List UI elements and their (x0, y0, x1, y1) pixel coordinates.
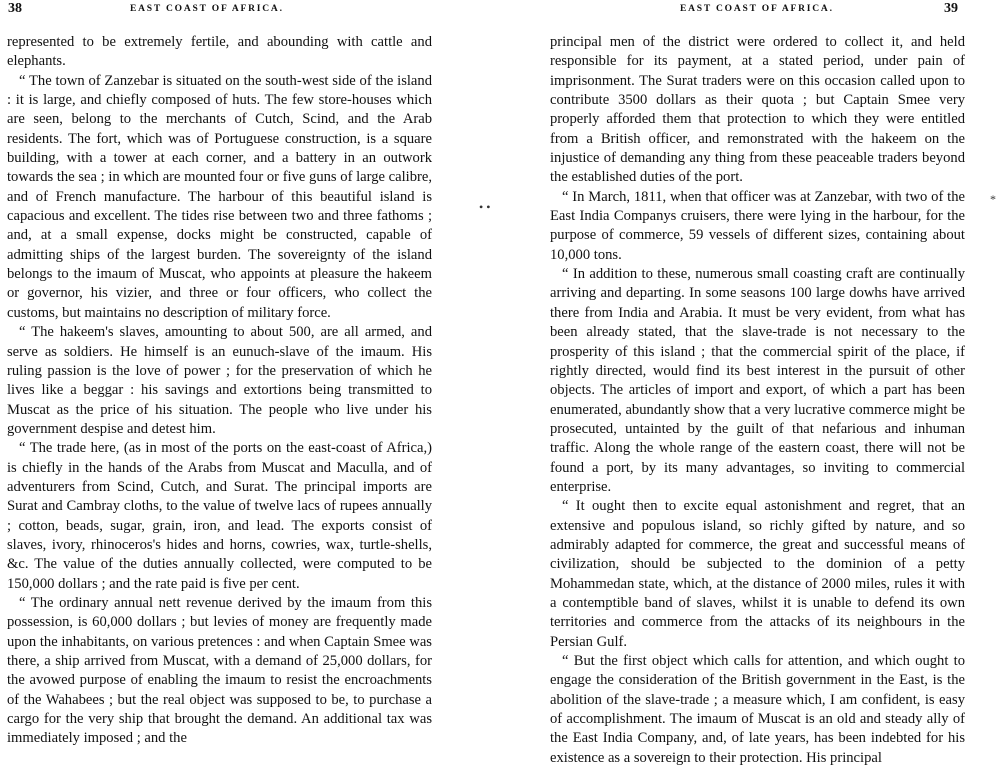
margin-mark-icon: * (990, 192, 996, 206)
paragraph: “ In March, 1811, when that officer was at Zanzebar, with two of the East India Companys cruisers, there were lying in the harbour, for the purpose of commerce, 59 vessels of different sizes, containing about 10,000 tons. (550, 188, 965, 263)
gutter-dot-icon: • • (479, 200, 491, 214)
running-head: EAST COAST OF AFRICA. (130, 4, 284, 14)
paragraph: “ But the first object which calls for attention, and which ought to engage the consideration of the British government in the East, is the abolition of the slave-trade ; a measure which, I am confident, is easy of accomplishment. The imaum of Muscat is an old and steady ally of the East India Company, and, of late years, has been indebted for his existence as a sovereign to their protection. His principal (550, 653, 965, 766)
paragraph: principal men of the district were ordered to collect it, and held responsible for its payment, at a stated period, under pain of imprisonment. The Surat traders were on this occasion called upon to contribute 3500 dollars as their quota ; but Captain Smee very properly afforded them that protection to which they were entitled from a British officer, and remonstrated with the hakeem on the injustice of demanding any thing from these peaceable traders beyond the established duties of the port. (550, 34, 965, 186)
body-text (550, 33, 965, 768)
right-page (500, 0, 1000, 771)
page-number: 38 (8, 1, 22, 16)
page-number: 39 (944, 1, 958, 16)
paragraph: “ The town of Zanzebar is situated on the south-west side of the island : it is large, and chiefly composed of huts. The few store-houses which are seen, belong to the merchants of Cutch, Scind, and the Arab residents. The fort, which was of Portuguese construction, is a square building, with a tower at each corner, and a battery in an outwork towards the sea ; in which are mounted four or five guns of large calibre, and of French manufacture. The harbour of this beautiful island is capacious and excellent. The tides rise between two and three fathoms ; and, at a small expense, docks might be constructed, capable of admitting ships of the largest burden. The sovereignty of the island belongs to the imaum of Muscat, who appoints at pleasure the hakeem or governor, his vizier, and three or four officers, who collect the customs, but maintains no description of military force. (7, 72, 432, 321)
paragraph: represented to be extremely fertile, and abounding with cattle and elephants. (7, 34, 432, 70)
paragraph: “ The ordinary annual nett revenue derived by the imaum from this possession, is 60,000 dollars ; but levies of money are frequently made upon the inhabitants, on various pretences : and when Captain Smee was there, a ship arrived from Muscat, with a demand of 25,000 dollars, for the avowed purpose of enabling the imaum to resist the encroachments of the Wahabees ; but the real object was supposed to be, to purchase a cargo for the very ship that brought the demand. An additional tax was immediately imposed ; and the (7, 594, 432, 747)
running-head: EAST COAST OF AFRICA. (680, 4, 834, 14)
paragraph: “ It ought then to excite equal astonishment and regret, that an extensive and populous island, so richly gifted by nature, and so admirably adapted for commerce, the great and successful means of civilization, should be subjected to the dominion of a petty Mohammedan state, which, at the distance of 2000 miles, rules it with a contemptible band of slaves, whilst it is unable to defend its own territories and commerce from the attacks of its neighbours in the Persian Gulf. (550, 498, 965, 650)
paragraph: “ In addition to these, numerous small coasting craft are continually arriving and departing. In some seasons 100 large dowhs have arrived there from India and Arabia. It must be very evident, from what has been already stated, that the slave-trade is not necessary to the prosperity of this island ; that the commercial spirit of the place, if rightly directed, would find its best interest in the pursuit of other objects. The articles of import and export, of which a part has been enumerated, abundantly show that a very lucrative commerce might be prosecuted, untainted by the guilt of that nefarious and inhuman traffic. Along the whole range of the eastern coast, there will not be found a port, by its many advantages, so inviting to commercial enterprise. (550, 266, 965, 495)
left-page (0, 0, 490, 771)
paragraph: “ The trade here, (as in most of the ports on the east-coast of Africa,) is chiefly in the hands of the Arabs from Muscat and Maculla, and of adventurers from Scind, Cutch, and Surat. The principal imports are Surat and Cambray cloths, to the value of twelve lacs of rupees annually ; cotton, beads, sugar, grain, iron, and lead. The exports consist of slaves, ivory, rhinoceros's hides and horns, cowries, wax, turtle-shells, &c. The value of the duties annually collected, were computed to be 150,000 dollars ; and the rate paid is five per cent. (7, 440, 432, 592)
body-text (7, 33, 432, 749)
paragraph: “ The hakeem's slaves, amounting to about 500, are all armed, and serve as soldiers. He himself is an eunuch-slave of the imaum. His ruling passion is the love of power ; for the preservation of which he lives like a beggar : his savings and extortions being transmitted to Muscat as the price of his situation. The people who live under his government despise and detest him. (7, 324, 432, 437)
